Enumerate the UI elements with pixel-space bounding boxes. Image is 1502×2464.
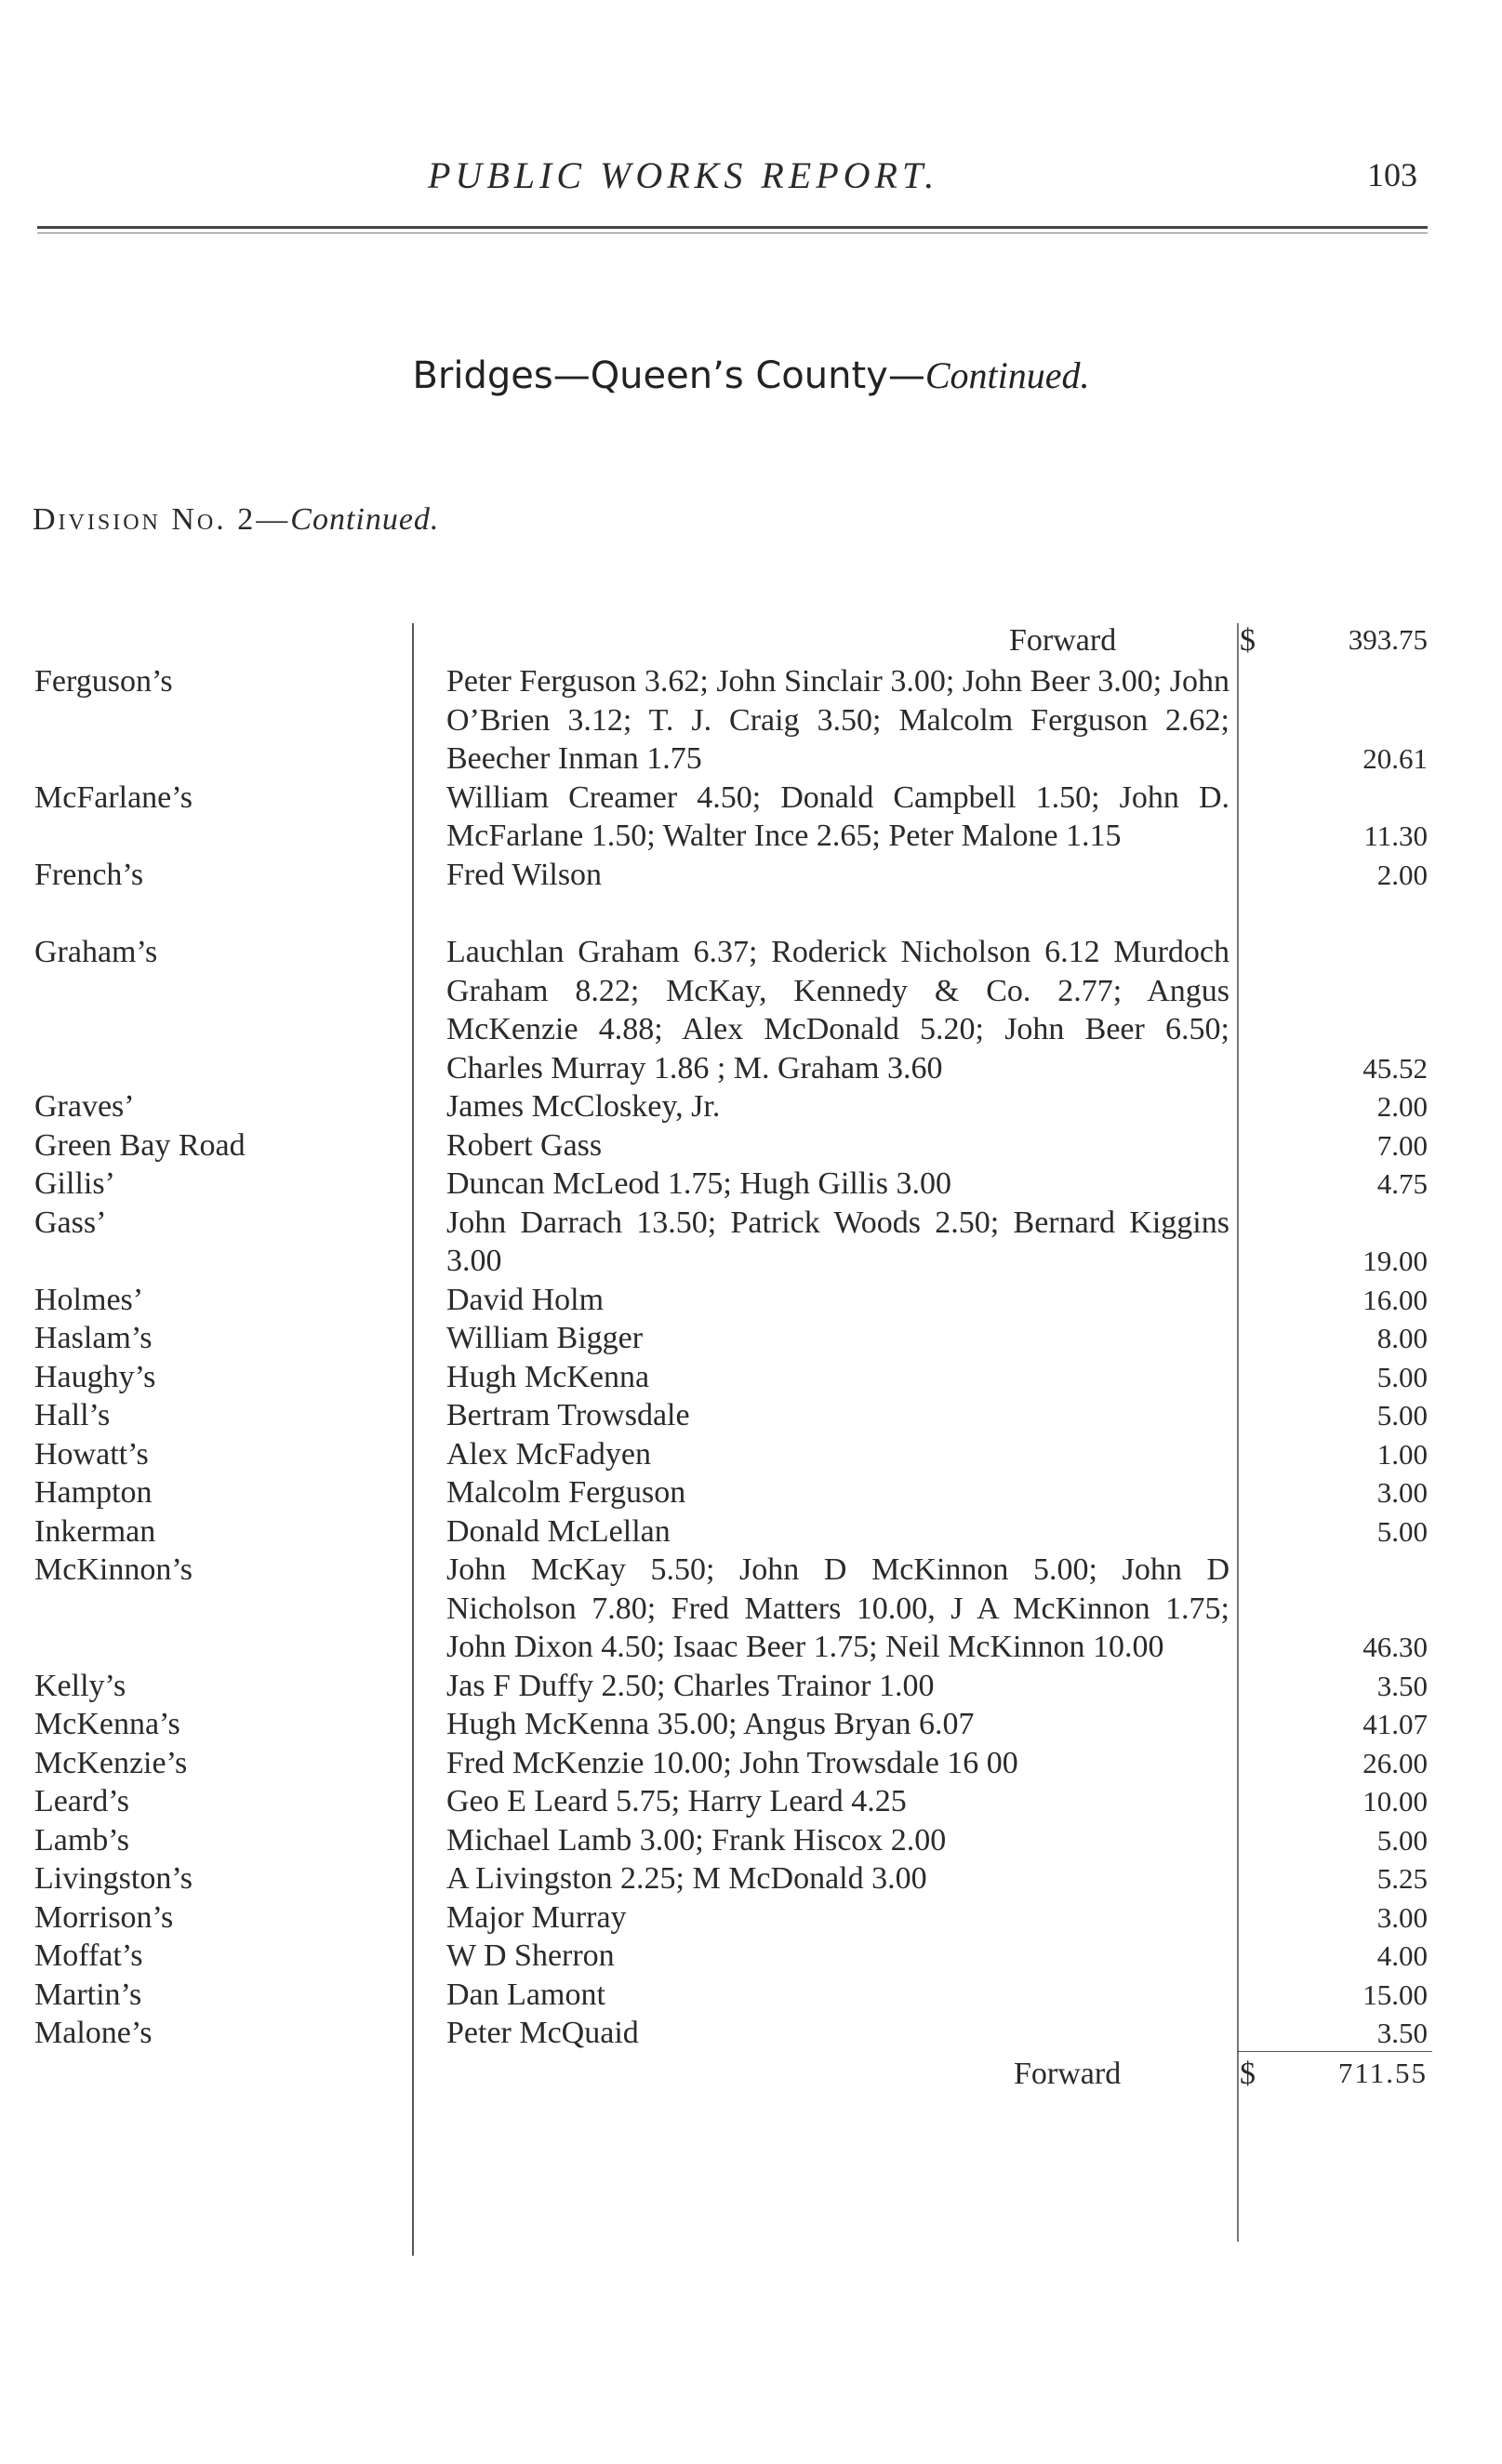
table-row xyxy=(0,1435,1502,1474)
bridge-name: Kelly’s xyxy=(34,1668,126,1703)
payees: A Livingston 2.25; M McDonald 3.00 xyxy=(446,1861,927,1896)
bridge-name: McFarlane’s xyxy=(34,779,193,815)
table-row xyxy=(0,779,1502,856)
bridge-name: Malone’s xyxy=(34,2016,153,2050)
payees: Hugh McKenna xyxy=(446,1359,650,1394)
payees: Alex McFadyen xyxy=(446,1436,652,1472)
bridge-name: Leard’s xyxy=(34,1784,129,1818)
division-continued: Continued. xyxy=(290,502,440,537)
payees: W D Sherron xyxy=(446,1938,615,1973)
amount: 19.00 xyxy=(1362,1245,1428,1277)
amount: 11.30 xyxy=(1363,819,1428,852)
bridge-name: Martin’s xyxy=(34,1977,142,2012)
amount: 8.00 xyxy=(1376,1322,1428,1354)
payees: William Creamer 4.50; Donald Campbell 1.50; John D. McFarlane 1.50; Walter Ince 2.65; Peter Malone 1.15 xyxy=(446,779,1230,853)
table-row xyxy=(0,1087,1502,1126)
amount: 41.07 xyxy=(1362,1708,1428,1740)
payees: John McKay 5.50; John D McKinnon 5.00; John D Nicholson 7.80; Fred Matters 10.00, J A McKinnon 1.75; John Dixon 4.50; Isaac Beer 1.75; Neil McKinnon 10.00 xyxy=(446,1552,1230,1664)
amount: 46.30 xyxy=(1362,1631,1428,1663)
amount: 5.25 xyxy=(1376,1862,1428,1895)
bridge-name: Holmes’ xyxy=(34,1282,144,1317)
amount: 3.00 xyxy=(1376,1476,1428,1509)
payees: Major Murray xyxy=(446,1899,627,1935)
amount: 16.00 xyxy=(1362,1283,1428,1316)
page-number: 103 xyxy=(1367,156,1417,193)
table-row xyxy=(0,662,1502,779)
bridge-name: Hall’s xyxy=(34,1398,111,1432)
payees: Peter Ferguson 3.62; John Sinclair 3.00; John Beer 3.00; John O’Brien 3.12; T. J. Craig 3.50; Malcolm Ferguson 2.62; Beecher Inman 1.75 xyxy=(446,664,1230,776)
bridge-name: Livingston’s xyxy=(34,1861,193,1896)
table-row xyxy=(0,1126,1502,1165)
payees: James McCloskey, Jr. xyxy=(446,1089,721,1124)
section-title-continued: Continued. xyxy=(924,354,1090,396)
payees: Duncan McLeod 1.75; Hugh Gillis 3.00 xyxy=(446,1166,951,1201)
payees: Bertram Trowsdale xyxy=(446,1398,690,1432)
bridge-name: McKenna’s xyxy=(34,1707,180,1741)
table-row xyxy=(0,1859,1502,1898)
amount: 15.00 xyxy=(1362,1978,1428,2011)
payees: Fred McKenzie 10.00; John Trowsdale 16 00 xyxy=(446,1745,1018,1780)
forward-bottom-dollar: $ xyxy=(1240,2056,1256,2091)
table-row xyxy=(0,1821,1502,1860)
bridge-name: Howatt’s xyxy=(34,1436,149,1472)
table-row xyxy=(0,1358,1502,1397)
bridge-name: Morrison’s xyxy=(34,1899,174,1935)
table-row xyxy=(0,1473,1502,1512)
bridge-name: French’s xyxy=(34,857,144,892)
payees: John Darrach 13.50; Patrick Woods 2.50; Bernard Kiggins 3.00 xyxy=(446,1205,1230,1278)
payees: Michael Lamb 3.00; Frank Hiscox 2.00 xyxy=(446,1822,947,1858)
forward-bottom-row xyxy=(0,2057,1502,2103)
forward-top-dollar: $ xyxy=(1240,623,1256,658)
table-row xyxy=(0,1898,1502,1938)
amount: 5.00 xyxy=(1376,1399,1428,1432)
header-rule xyxy=(37,226,1428,233)
amount: 7.00 xyxy=(1376,1128,1428,1162)
table-row xyxy=(0,2014,1502,2053)
bridge-name: Graves’ xyxy=(34,1089,135,1124)
table-row xyxy=(0,1319,1502,1358)
amount: 10.00 xyxy=(1362,1785,1428,1818)
amount: 2.00 xyxy=(1376,1090,1428,1123)
table-row xyxy=(0,1165,1502,1204)
table-row xyxy=(0,1396,1502,1435)
payees: Robert Gass xyxy=(446,1127,603,1163)
table-row xyxy=(0,1976,1502,2015)
forward-top-row xyxy=(0,623,1502,662)
page-header xyxy=(0,153,1502,209)
payees: Hugh McKenna 35.00; Angus Bryan 6.07 xyxy=(446,1707,975,1741)
amount: 1.00 xyxy=(1376,1437,1428,1471)
section-title-main: Bridges—Queen’s County— xyxy=(412,354,925,397)
payees: Geo E Leard 5.75; Harry Leard 4.25 xyxy=(446,1784,907,1818)
amount: 26.00 xyxy=(1362,1746,1428,1779)
amount: 4.75 xyxy=(1376,1167,1428,1200)
bridge-name: Lamb’s xyxy=(34,1822,129,1858)
bridge-name: McKinnon’s xyxy=(34,1552,193,1587)
amount: 5.00 xyxy=(1376,1823,1428,1857)
amount: 4.00 xyxy=(1376,1939,1428,1972)
amount: 3.00 xyxy=(1376,1900,1428,1934)
amount: 5.00 xyxy=(1376,1360,1428,1393)
amount: 3.50 xyxy=(1376,1669,1428,1702)
amount: 2.00 xyxy=(1376,858,1428,891)
table-row xyxy=(0,1204,1502,1281)
bridge-name: Ferguson’s xyxy=(34,664,173,699)
row-gap xyxy=(0,894,1502,933)
bridge-name: Graham’s xyxy=(34,935,158,969)
bridge-name: Hampton xyxy=(34,1475,153,1510)
table-row xyxy=(0,1744,1502,1783)
bridge-name: Green Bay Road xyxy=(34,1127,246,1163)
bridge-name: Gass’ xyxy=(34,1205,107,1240)
table-row xyxy=(0,1705,1502,1744)
bridge-name: Haslam’s xyxy=(34,1321,153,1355)
table-row xyxy=(0,856,1502,895)
payees: Lauchlan Graham 6.37; Roderick Nicholson 6.12 Murdoch Graham 8.22; McKay, Kennedy & Co. 2.77; Angus McKenzie 4.88; Alex McDonald 5.20; John Beer 6.50; Charles Murray 1.86 ; M. Graham 3.60 xyxy=(446,935,1230,1085)
amount: 5.00 xyxy=(1376,1514,1428,1548)
payees: Fred Wilson xyxy=(446,857,603,892)
forward-top-amount: 393.75 xyxy=(1348,623,1428,656)
payees: David Holm xyxy=(446,1282,605,1317)
forward-bottom-amount: 711.55 xyxy=(1337,2056,1428,2089)
forward-bottom-label: Forward xyxy=(1014,2056,1122,2091)
payees: Donald McLellan xyxy=(446,1513,671,1549)
division-heading xyxy=(33,502,439,538)
forward-top-label: Forward xyxy=(1009,623,1117,658)
division-label: Division No. 2— xyxy=(33,502,291,537)
bridge-name: Inkerman xyxy=(34,1513,156,1549)
table-row xyxy=(0,1782,1502,1821)
table-row xyxy=(0,1551,1502,1667)
table-row xyxy=(0,1667,1502,1706)
expenditure-table xyxy=(0,623,1502,2103)
bridge-name: Moffat’s xyxy=(34,1938,143,1973)
payees: Malcolm Ferguson xyxy=(446,1475,686,1510)
table-row xyxy=(0,1512,1502,1552)
payees: William Bigger xyxy=(446,1321,644,1355)
sum-rule xyxy=(1237,2051,1432,2052)
payees: Jas F Duffy 2.50; Charles Trainor 1.00 xyxy=(446,1668,935,1703)
amount: 45.52 xyxy=(1362,1051,1428,1085)
payees: Peter McQuaid xyxy=(446,2016,639,2050)
bridge-name: Haughy’s xyxy=(34,1359,156,1394)
table-row xyxy=(0,1281,1502,1320)
bridge-name: McKenzie’s xyxy=(34,1745,188,1780)
payees: Dan Lamont xyxy=(446,1977,605,2012)
amount: 20.61 xyxy=(1362,742,1428,775)
bridge-name: Gillis’ xyxy=(34,1166,115,1201)
section-title xyxy=(0,353,1502,397)
running-title: PUBLIC WORKS REPORT. xyxy=(428,154,939,196)
table-row xyxy=(0,1937,1502,1976)
table-row xyxy=(0,933,1502,1087)
amount: 3.50 xyxy=(1376,2017,1428,2049)
